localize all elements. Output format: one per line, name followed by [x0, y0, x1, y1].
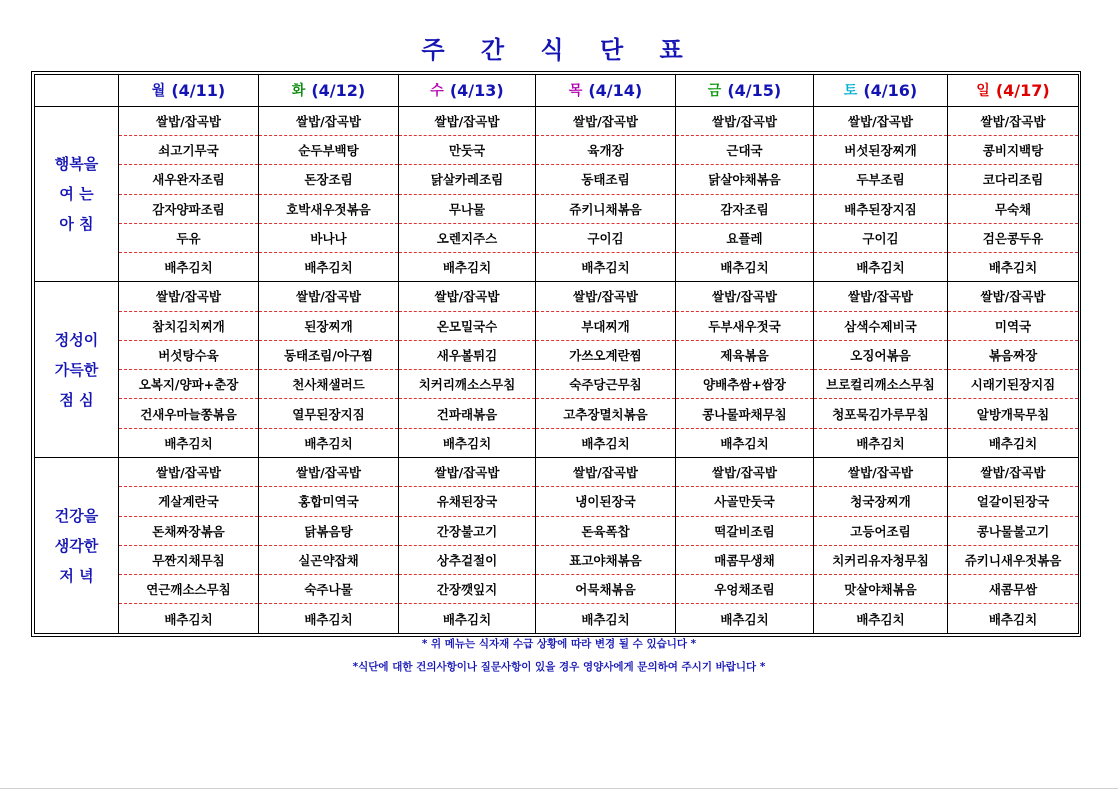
menu-item: 미역국 [948, 311, 1079, 340]
menu-item: 쌀밥/잡곡밥 [259, 458, 399, 487]
menu-item: 쌀밥/잡곡밥 [259, 282, 399, 311]
menu-item: 건새우마늘쫑볶음 [119, 399, 259, 428]
menu-item: 쌀밥/잡곡밥 [119, 106, 259, 135]
day-header [536, 75, 676, 107]
menu-item: 배추김치 [259, 253, 399, 282]
menu-item: 실곤약잡채 [259, 545, 399, 574]
menu-item: 쌀밥/잡곡밥 [814, 458, 948, 487]
menu-item: 사골만둣국 [676, 487, 814, 516]
menu-item: 배추김치 [948, 253, 1079, 282]
menu-row [35, 165, 1079, 194]
menu-item: 콩비지백탕 [948, 135, 1079, 164]
menu-item: 배추김치 [259, 604, 399, 634]
weekly-menu-table [34, 74, 1079, 634]
menu-item: 새콤무쌈 [948, 575, 1079, 604]
menu-item: 무짠지채무침 [119, 545, 259, 574]
menu-item: 간장깻잎지 [399, 575, 536, 604]
menu-item: 배추김치 [814, 253, 948, 282]
menu-item: 쌀밥/잡곡밥 [536, 282, 676, 311]
menu-item: 배추김치 [399, 428, 536, 457]
menu-item: 버섯탕수육 [119, 340, 259, 369]
menu-item: 유채된장국 [399, 487, 536, 516]
menu-item: 근대국 [676, 135, 814, 164]
menu-item: 바나나 [259, 223, 399, 252]
menu-item: 닭살야채볶음 [676, 165, 814, 194]
menu-item: 배추김치 [536, 253, 676, 282]
menu-item: 닭살카레조림 [399, 165, 536, 194]
meal-label-line: 가득한 [54, 360, 99, 379]
menu-item: 동태조림/아구찜 [259, 340, 399, 369]
menu-item: 돈장조림 [259, 165, 399, 194]
menu-item: 감자양파조림 [119, 194, 259, 223]
menu-item: 순두부백탕 [259, 135, 399, 164]
menu-item: 콩나물불고기 [948, 516, 1079, 545]
menu-item: 코다리조림 [948, 165, 1079, 194]
menu-item: 버섯된장찌개 [814, 135, 948, 164]
menu-item: 쌀밥/잡곡밥 [814, 106, 948, 135]
menu-item: 배추김치 [948, 604, 1079, 634]
menu-item: 무숙채 [948, 194, 1079, 223]
day-glyph-icon: 월 [151, 83, 166, 100]
menu-row [35, 575, 1079, 604]
day-date-label: (4/13) [449, 80, 504, 100]
menu-item: 두부조림 [814, 165, 948, 194]
meal-label-line: 정성이 [54, 330, 99, 349]
menu-item: 볶음짜장 [948, 340, 1079, 369]
menu-item: 쌀밥/잡곡밥 [948, 458, 1079, 487]
menu-row [35, 370, 1079, 399]
header-row [35, 75, 1079, 107]
menu-item: 돈채짜장볶음 [119, 516, 259, 545]
menu-item: 쌀밥/잡곡밥 [399, 458, 536, 487]
menu-item: 구이김 [814, 223, 948, 252]
note-inquiry: *식단에 대한 건의사항이나 질문사항이 있을 경우 영양사에게 문의하여 주시기 바랍니다 * [352, 661, 766, 673]
menu-item: 배추김치 [948, 428, 1079, 457]
menu-item: 매콤무생채 [676, 545, 814, 574]
menu-item: 브로컬리깨소스무침 [814, 370, 948, 399]
menu-row [35, 458, 1079, 487]
menu-item: 상추겉절이 [399, 545, 536, 574]
meal-label-line: 여 는 [59, 185, 94, 203]
menu-row [35, 282, 1079, 311]
page-edge [0, 788, 1118, 792]
day-glyph-icon: 목 [568, 83, 583, 100]
menu-item: 배추김치 [676, 253, 814, 282]
meal-label-line: 저 녁 [59, 566, 94, 585]
menu-item: 쌀밥/잡곡밥 [399, 106, 536, 135]
menu-item: 쌀밥/잡곡밥 [536, 458, 676, 487]
menu-item: 치커리깨소스무침 [399, 370, 536, 399]
menu-item: 두부새우젓국 [676, 311, 814, 340]
meal-label [35, 282, 119, 458]
menu-item: 동태조림 [536, 165, 676, 194]
menu-item: 건파래볶음 [399, 399, 536, 428]
menu-item: 새우완자조림 [119, 165, 259, 194]
menu-item: 육개장 [536, 135, 676, 164]
day-glyph-icon: 일 [976, 83, 990, 100]
menu-item: 청포묵김가루무침 [814, 399, 948, 428]
menu-item: 쇠고기무국 [119, 135, 259, 164]
menu-item: 배추김치 [814, 604, 948, 634]
menu-item: 무나물 [399, 194, 536, 223]
corner-cell [35, 75, 119, 107]
menu-item: 닭볶음탕 [259, 516, 399, 545]
menu-item: 간장불고기 [399, 516, 536, 545]
meal-label-line: 생각한 [54, 536, 99, 555]
menu-row [35, 516, 1079, 545]
menu-item: 고등어조림 [814, 516, 948, 545]
menu-item: 배추김치 [399, 253, 536, 282]
menu-row [35, 604, 1079, 634]
menu-item: 우엉채조림 [676, 575, 814, 604]
menu-item: 온모밀국수 [399, 311, 536, 340]
menu-item: 알방개묵무침 [948, 399, 1079, 428]
menu-row [35, 106, 1079, 135]
day-glyph-icon: 토 [843, 83, 858, 100]
day-header [676, 75, 814, 107]
menu-item: 배추김치 [676, 428, 814, 457]
menu-item: 돈육폭찹 [536, 516, 676, 545]
menu-item: 배추김치 [814, 428, 948, 457]
page-title: 주 간 식 단 표 [421, 36, 697, 64]
menu-row [35, 399, 1079, 428]
menu-item: 참치김치찌개 [119, 311, 259, 340]
menu-item: 홍합미역국 [259, 487, 399, 516]
menu-item: 배추김치 [536, 604, 676, 634]
menu-row [35, 428, 1079, 457]
menu-item: 배추김치 [676, 604, 814, 634]
menu-item: 감자조림 [676, 194, 814, 223]
meal-label-line: 행복을 [54, 155, 99, 173]
menu-item: 치커리유자청무침 [814, 545, 948, 574]
day-glyph-icon: 화 [291, 83, 306, 100]
menu-item: 연근깨소스무침 [119, 575, 259, 604]
menu-item: 오렌지주스 [399, 223, 536, 252]
menu-item: 제육볶음 [676, 340, 814, 369]
meal-label-line: 건강을 [54, 506, 99, 525]
meal-label-line: 점 심 [59, 390, 94, 409]
menu-item: 쌀밥/잡곡밥 [676, 458, 814, 487]
menu-item: 삼색수제비국 [814, 311, 948, 340]
menu-item: 쌀밥/잡곡밥 [119, 282, 259, 311]
menu-item: 오징어볶음 [814, 340, 948, 369]
menu-item: 요플레 [676, 223, 814, 252]
menu-row [35, 311, 1079, 340]
menu-row [35, 253, 1079, 282]
menu-item: 배추김치 [119, 253, 259, 282]
menu-item: 검은콩두유 [948, 223, 1079, 252]
menu-item: 쥬키니새우젓볶음 [948, 545, 1079, 574]
note-supply: * 위 메뉴는 식자재 수급 상황에 따라 변경 될 수 있습니다 * [421, 638, 697, 650]
menu-item: 떡갈비조림 [676, 516, 814, 545]
menu-item: 쌀밥/잡곡밥 [676, 282, 814, 311]
menu-item: 시래기된장지짐 [948, 370, 1079, 399]
menu-item: 구이김 [536, 223, 676, 252]
menu-item: 어묵채볶음 [536, 575, 676, 604]
day-date-label: (4/16) [863, 80, 918, 100]
day-header [399, 75, 536, 107]
menu-item: 부대찌개 [536, 311, 676, 340]
menu-item: 숙주나물 [259, 575, 399, 604]
menu-row [35, 340, 1079, 369]
day-header [948, 75, 1079, 107]
menu-item: 쌀밥/잡곡밥 [814, 282, 948, 311]
menu-item: 쥬키니채볶음 [536, 194, 676, 223]
menu-row [35, 194, 1079, 223]
menu-item: 쌀밥/잡곡밥 [119, 458, 259, 487]
menu-item: 호박새우젓볶음 [259, 194, 399, 223]
menu-item: 쌀밥/잡곡밥 [259, 106, 399, 135]
menu-item: 배추김치 [536, 428, 676, 457]
menu-item: 새우볼튀김 [399, 340, 536, 369]
menu-item: 쌀밥/잡곡밥 [536, 106, 676, 135]
menu-row [35, 545, 1079, 574]
day-date-label: (4/15) [727, 80, 782, 100]
meal-label [35, 458, 119, 634]
menu-item: 청국장찌개 [814, 487, 948, 516]
menu-item: 게살계란국 [119, 487, 259, 516]
menu-item: 만둣국 [399, 135, 536, 164]
menu-item: 오복지/양파+춘장 [119, 370, 259, 399]
day-glyph-icon: 수 [430, 83, 444, 100]
menu-item: 쌀밥/잡곡밥 [948, 282, 1079, 311]
menu-item: 맛살야채볶음 [814, 575, 948, 604]
day-date-label: (4/12) [311, 80, 366, 100]
menu-item: 얼갈이된장국 [948, 487, 1079, 516]
menu-item: 양배추쌈+쌈장 [676, 370, 814, 399]
menu-item: 콩나물파채무침 [676, 399, 814, 428]
day-header [259, 75, 399, 107]
menu-item: 가쓰오계란찜 [536, 340, 676, 369]
menu-item: 냉이된장국 [536, 487, 676, 516]
menu-row [35, 135, 1079, 164]
menu-item: 천사채샐러드 [259, 370, 399, 399]
menu-item: 표고야채볶음 [536, 545, 676, 574]
meal-label-line: 아 침 [59, 215, 94, 233]
menu-item: 숙주당근무침 [536, 370, 676, 399]
menu-item: 배추된장지짐 [814, 194, 948, 223]
menu-item: 두유 [119, 223, 259, 252]
menu-item: 쌀밥/잡곡밥 [676, 106, 814, 135]
day-header [119, 75, 259, 107]
day-date-label: (4/11) [171, 80, 226, 100]
menu-item: 배추김치 [119, 604, 259, 634]
menu-item: 배추김치 [399, 604, 536, 634]
menu-item: 배추김치 [119, 428, 259, 457]
menu-item: 고추장멸치볶음 [536, 399, 676, 428]
menu-item: 된장찌개 [259, 311, 399, 340]
menu-item: 배추김치 [259, 428, 399, 457]
menu-item: 열무된장지짐 [259, 399, 399, 428]
menu-row [35, 487, 1079, 516]
meal-label [35, 106, 119, 282]
day-date-label: (4/17) [995, 80, 1050, 100]
day-date-label: (4/14) [588, 80, 643, 100]
menu-item: 쌀밥/잡곡밥 [399, 282, 536, 311]
day-glyph-icon: 금 [707, 83, 722, 100]
day-header [814, 75, 948, 107]
menu-row [35, 223, 1079, 252]
menu-item: 쌀밥/잡곡밥 [948, 106, 1079, 135]
